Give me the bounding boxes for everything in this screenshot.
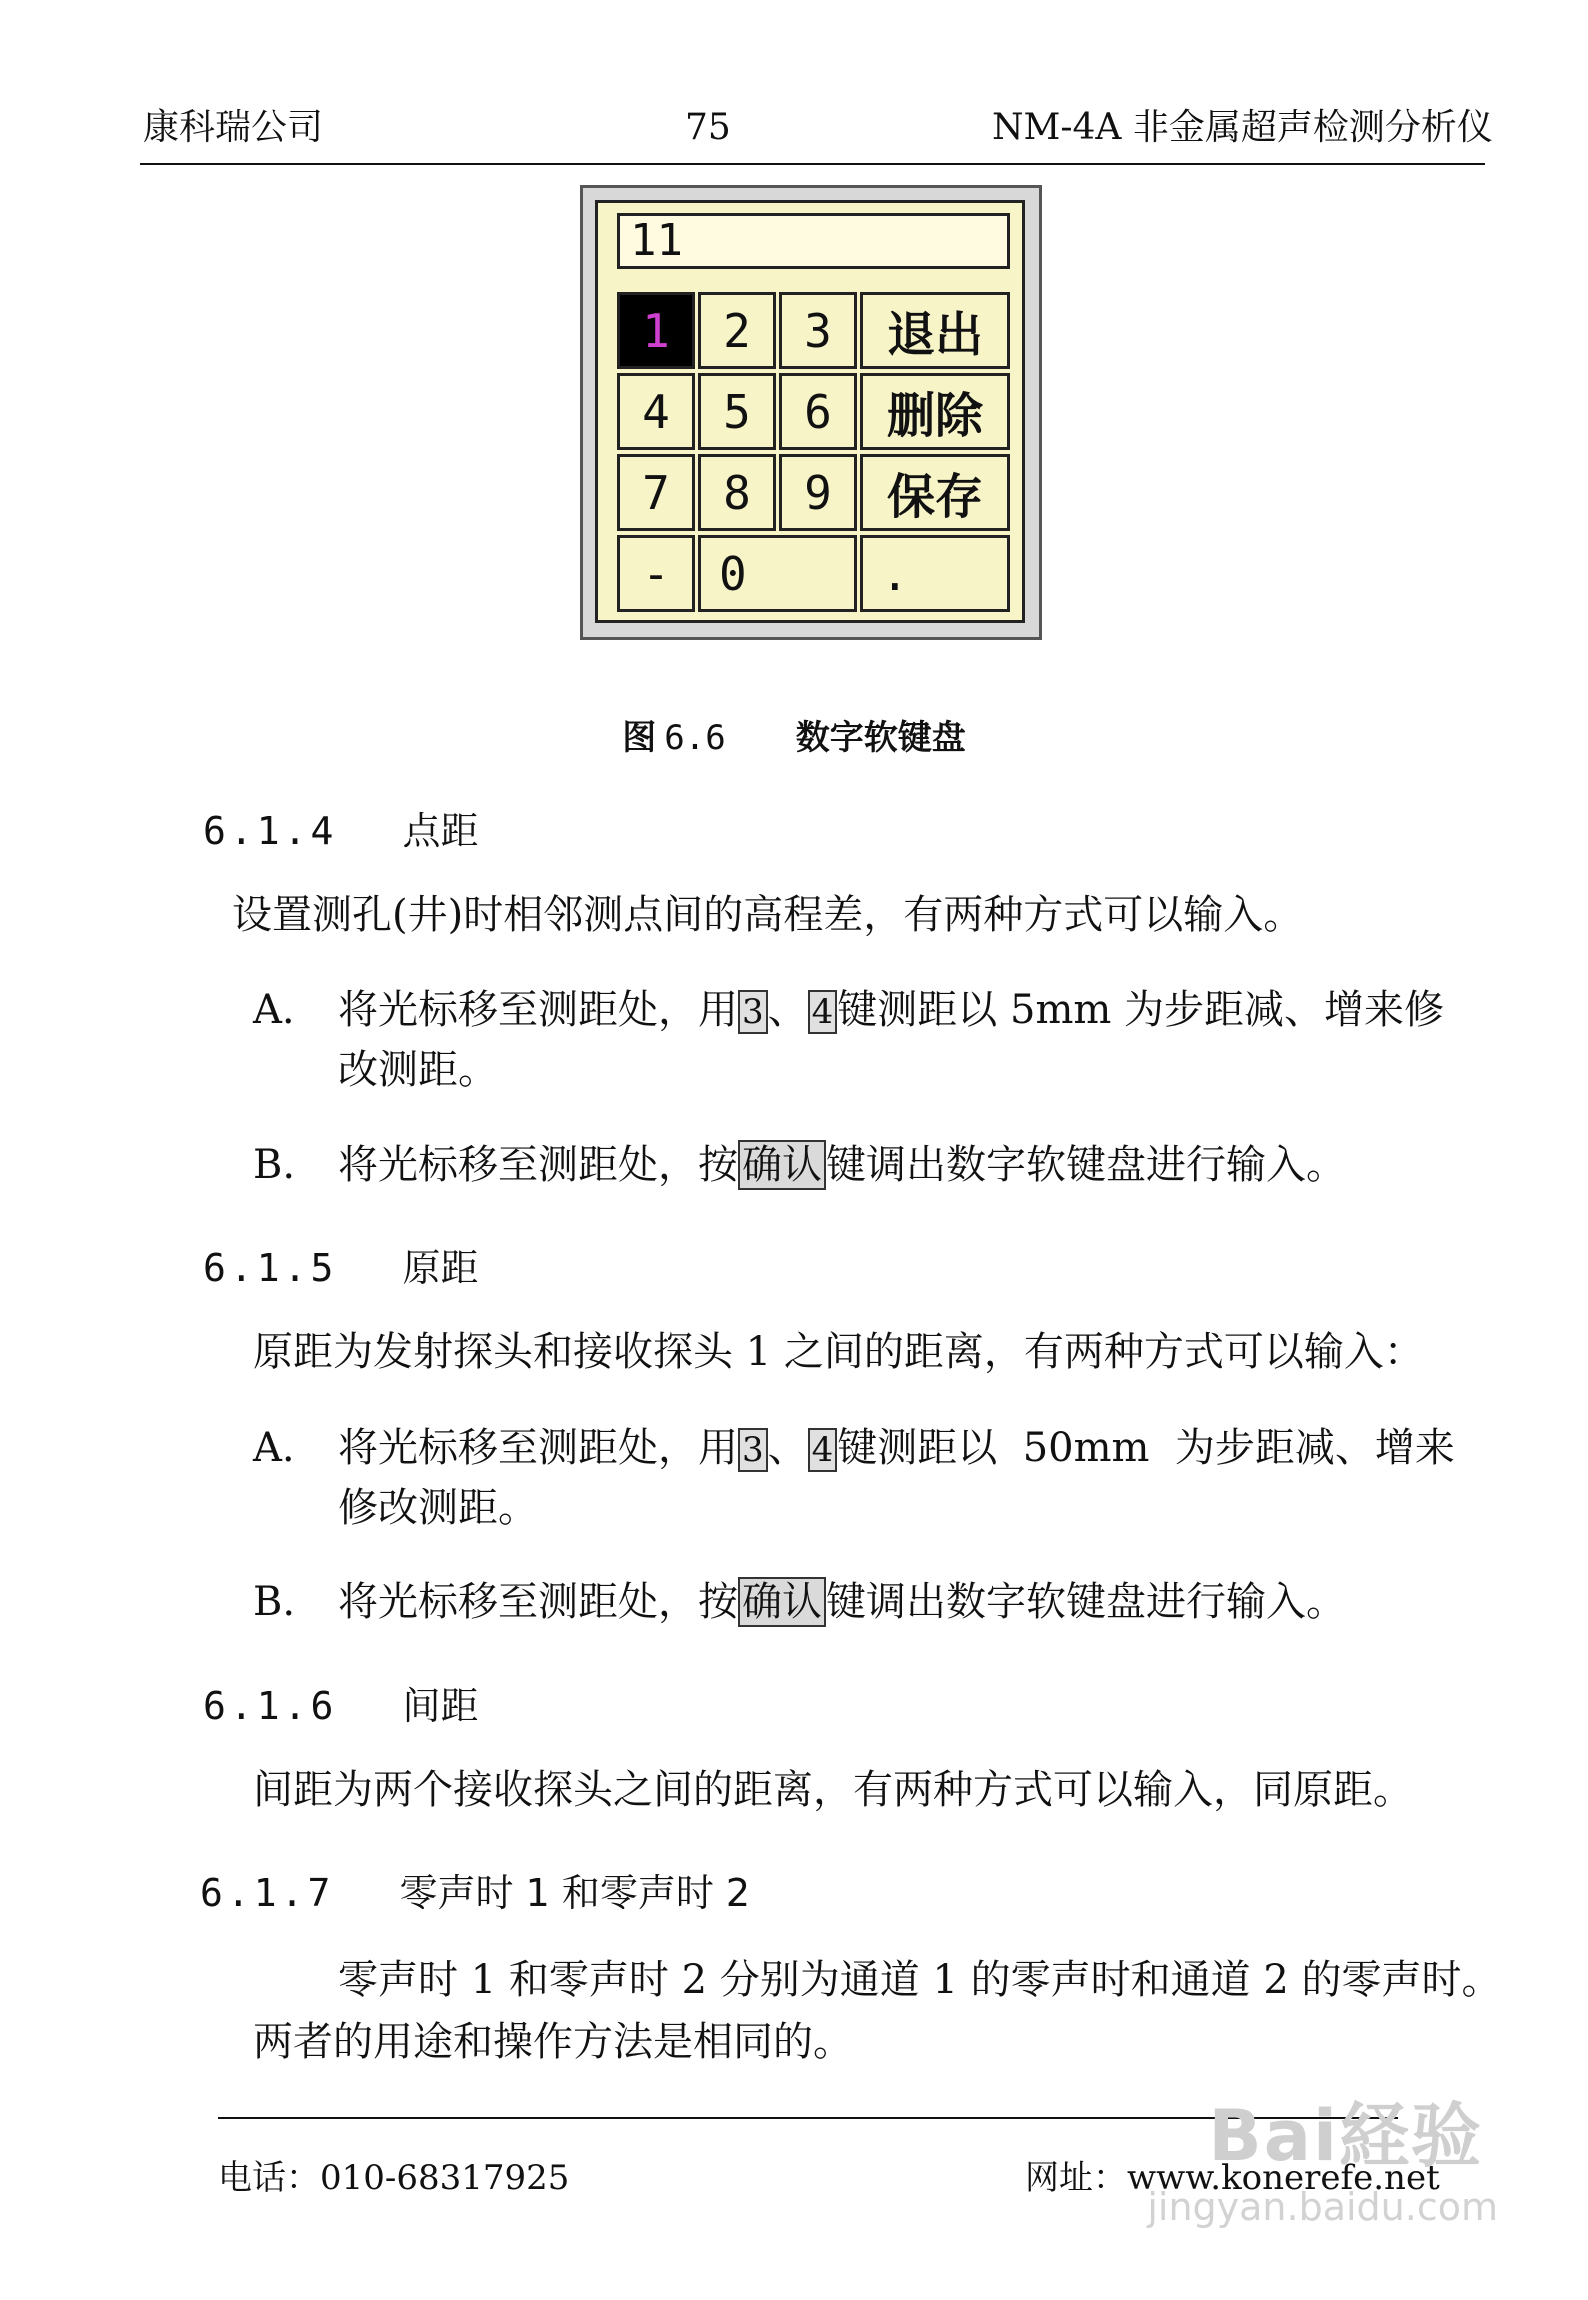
- list-marker-b: B.: [253, 1142, 296, 1188]
- watermark-url: jingyan.baidu.com: [1147, 2185, 1498, 2229]
- caption-label: 图: [622, 718, 657, 758]
- section-number: 6.1.5: [203, 1246, 338, 1290]
- header-company: 康科瑞公司: [143, 107, 324, 148]
- key-8[interactable]: 8: [698, 454, 776, 531]
- paragraph-614-intro: 设置测孔(井)时相邻测点间的高程差，有两种方式可以输入。: [232, 892, 1304, 938]
- paragraph-617-line1: 零声时 1 和零声时 2 分别为通道 1 的零声时和通道 2 的零声时。: [338, 1957, 1502, 2003]
- delete-button[interactable]: 删除: [860, 373, 1010, 450]
- paragraph-614-a-cont: 改测距。: [338, 1047, 498, 1093]
- key-5[interactable]: 5: [698, 373, 776, 450]
- footer-phone: 电话：010-68317925: [218, 2158, 570, 2198]
- confirm-key-label: 确认: [738, 1140, 826, 1190]
- key-dot[interactable]: .: [860, 535, 1010, 612]
- section-heading-617: [200, 1862, 750, 1917]
- exit-button[interactable]: 退出: [860, 292, 1010, 369]
- section-heading-616: [203, 1675, 479, 1730]
- key-9[interactable]: 9: [779, 454, 857, 531]
- key-3-label: 3: [738, 1428, 768, 1472]
- key-3-label: 3: [738, 990, 768, 1034]
- watermark-logo: Bai経验: [1208, 2095, 1483, 2177]
- key-4[interactable]: 4: [617, 373, 695, 450]
- paragraph-615-b: 将光标移至测距处，按 确认 键调出数字软键盘进行输入。: [338, 1579, 1346, 1625]
- paragraph-615-a-cont: 修改测距。: [338, 1485, 538, 1531]
- key-minus[interactable]: -: [617, 535, 695, 612]
- section-heading-614: [203, 800, 479, 855]
- paragraph-615-a: 将光标移至测距处，用 3 、 4 键测距以 50mm 为步距减、增来: [338, 1425, 1455, 1471]
- section-title: 间距: [402, 1684, 479, 1728]
- section-number: 6.1.6: [203, 1684, 338, 1728]
- paragraph-614-b: 将光标移至测距处，按 确认 键调出数字软键盘进行输入。: [338, 1142, 1346, 1188]
- header-page-number: 75: [685, 107, 731, 148]
- figure-caption: [0, 710, 1588, 759]
- key-6[interactable]: 6: [779, 373, 857, 450]
- list-marker-a: A.: [253, 987, 295, 1033]
- header-rule: [140, 163, 1485, 165]
- paragraph-615-intro: 原距为发射探头和接收探头 1 之间的距离，有两种方式可以输入：: [253, 1329, 1424, 1375]
- confirm-key-label: 确认: [738, 1577, 826, 1627]
- keypad-display: 11: [617, 213, 1010, 269]
- section-number: 6.1.4: [203, 809, 338, 853]
- list-marker-a: A.: [253, 1425, 295, 1471]
- key-1[interactable]: 1: [617, 292, 695, 369]
- caption-title: 数字软键盘: [795, 718, 966, 758]
- key-2[interactable]: 2: [698, 292, 776, 369]
- key-3[interactable]: 3: [779, 292, 857, 369]
- caption-number: 6.6: [664, 718, 726, 758]
- section-title: 原距: [402, 1246, 479, 1290]
- list-marker-b: B.: [253, 1579, 296, 1625]
- header-product: NM-4A 非金属超声检测分析仪: [992, 107, 1493, 148]
- section-number: 6.1.7: [200, 1871, 335, 1915]
- key-7[interactable]: 7: [617, 454, 695, 531]
- key-4-label: 4: [808, 990, 838, 1034]
- paragraph-614-a: 将光标移至测距处，用 3 、 4 键测距以 5mm 为步距减、增来修: [338, 987, 1445, 1033]
- section-title: 零声时 1 和零声时 2: [399, 1871, 751, 1915]
- section-title: 点距: [402, 809, 479, 853]
- key-4-label: 4: [808, 1428, 838, 1472]
- section-heading-615: [203, 1237, 479, 1292]
- save-button[interactable]: 保存: [860, 454, 1010, 531]
- key-0[interactable]: 0: [698, 535, 857, 612]
- paragraph-617-line2: 两者的用途和操作方法是相同的。: [253, 2019, 853, 2065]
- paragraph-616-intro: 间距为两个接收探头之间的距离，有两种方式可以输入，同原距。: [253, 1767, 1413, 1813]
- footer-website: 网址：www.konerefe.net: [1025, 2158, 1440, 2198]
